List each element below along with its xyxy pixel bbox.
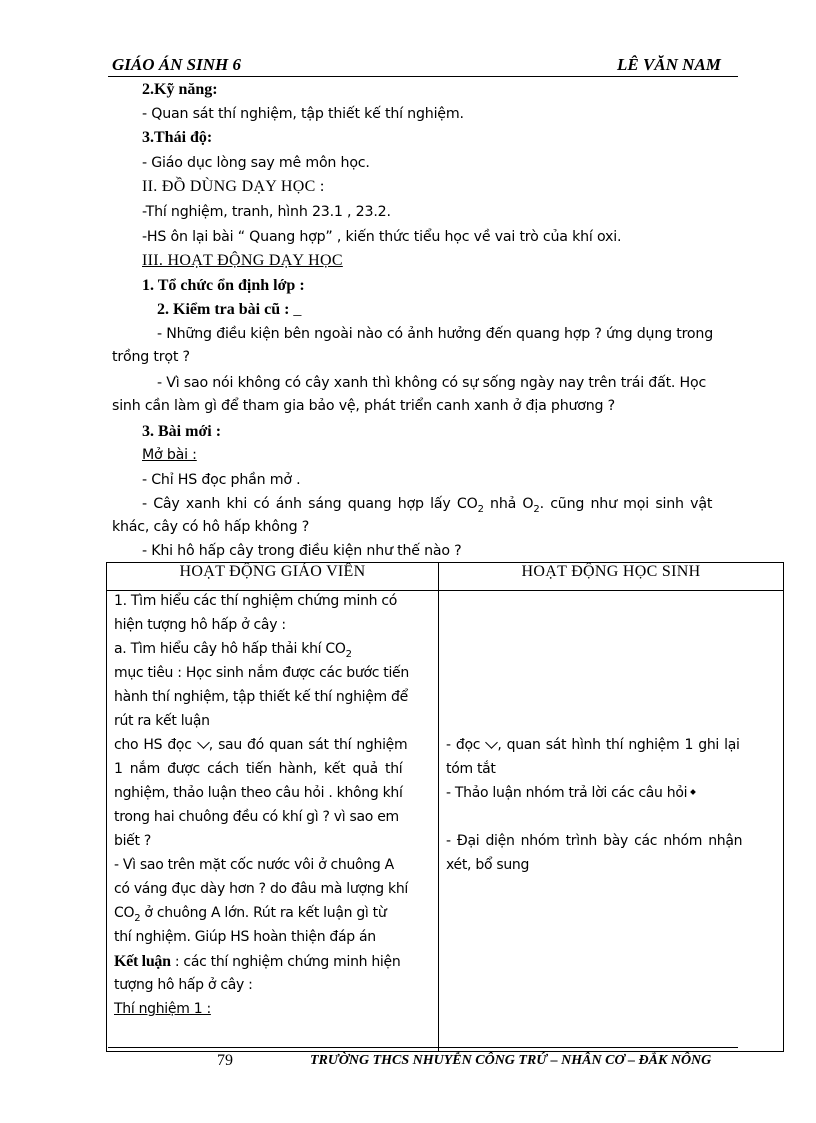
gv-line: hiện tượng hô hấp ở cây : xyxy=(114,617,286,633)
gv-line: hành thí nghiệm, tập thiết kế thí nghiệm để xyxy=(114,689,408,705)
gv-line: 1. Tìm hiểu các thí nghiệm chứng minh có xyxy=(114,593,398,609)
hs-line: tóm tắt xyxy=(446,761,496,777)
header-right: LÊ VĂN NAM xyxy=(617,55,721,74)
gv-line: nghiệm, thảo luận theo câu hỏi . không khí xyxy=(114,785,403,801)
mo-bai-label: Mở bài : xyxy=(142,447,197,463)
mo-bai-line-3: - Khi hô hấp cây trong điều kiện như thế nào ? xyxy=(142,543,462,559)
gv-line: Kết luận : các thí nghiệm chứng minh hiện xyxy=(114,953,401,970)
do-dung-title: II. ĐỒ DÙNG DẠY HỌC : xyxy=(142,178,325,195)
teacher-cell xyxy=(107,591,439,1052)
hs-line: xét, bổ sung xyxy=(446,857,530,873)
page-number: 79 xyxy=(217,1052,233,1069)
question-2b: sinh cần làm gì để tham gia bảo vệ, phát triển canh xanh ở địa phương ? xyxy=(112,398,616,414)
footer-rule xyxy=(108,1047,738,1048)
to-chuc-line: 1. Tổ chức ổn định lớp : xyxy=(142,277,305,294)
do-dung-line-2: -HS ôn lại bài “ Quang hợp” , kiến thức tiểu học về vai trò của khí oxi. xyxy=(142,229,622,245)
thai-do-title: 3.Thái độ: xyxy=(142,129,213,146)
bai-moi-line: 3. Bài mới : xyxy=(142,423,222,440)
mo-bai-line-2b: khác, cây có hô hấp không ? xyxy=(112,519,310,535)
table-row xyxy=(107,591,784,1052)
col-teacher-header: HOẠT ĐỘNG GIÁO VIÊN xyxy=(107,563,439,591)
ky-nang-item: - Quan sát thí nghiệm, tập thiết kế thí nghiệm. xyxy=(142,106,464,122)
school-name: TRƯỜNG THCS NHUYỄN CÔNG TRỨ – NHÂN CƠ – ĐẮK NÔNG xyxy=(310,1053,712,1068)
hs-line: - đọc , quan sát hình thí nghiệm 1 ghi lại xyxy=(446,737,740,753)
hs-line: - Đại diện nhóm trình bày các nhóm nhận xyxy=(446,833,743,849)
kiem-tra-line: 2. Kiểm tra bài cũ : _ xyxy=(157,301,302,318)
gv-line: cho HS đọc , sau đó quan sát thí nghiệm xyxy=(114,737,408,753)
header-rule xyxy=(108,76,738,77)
student-cell xyxy=(439,591,784,1052)
col-student-header: HOẠT ĐỘNG HỌC SINH xyxy=(439,563,784,591)
question-1a: - Những điều kiện bên ngoài nào có ảnh hưởng đến quang hợp ? ứng dụng trong xyxy=(157,326,714,342)
gv-line: $CO_2$ ở chuông A lớn. Rút ra kết luận gì từ xyxy=(114,905,387,924)
gv-line: mục tiêu : Học sinh nắm được các bước tiến xyxy=(114,665,409,681)
hoat-dong-title: III. HOẠT ĐỘNG DẠY HỌC xyxy=(142,252,343,269)
gv-line: a. Tìm hiểu cây hô hấp thải khí $CO_2$ xyxy=(114,641,352,660)
gv-line: biết ? xyxy=(114,833,151,849)
open-book-mark-icon xyxy=(197,736,210,749)
hs-line: - Thảo luận nhóm trả lời các câu hỏi xyxy=(446,785,695,801)
thai-do-item: - Giáo dục lòng say mê môn học. xyxy=(142,155,370,171)
gv-line: rút ra kết luận xyxy=(114,713,210,729)
table-header-row xyxy=(107,563,784,591)
gv-line: Thí nghiệm 1 : xyxy=(114,1001,211,1017)
header-left: GIÁO ÁN SINH 6 xyxy=(112,55,241,74)
question-2a: - Vì sao nói không có cây xanh thì không có sự sống ngày nay trên trái đất. Học xyxy=(157,375,707,391)
gv-line: tượng hô hấp ở cây : xyxy=(114,977,253,993)
gv-line: thí nghiệm. Giúp HS hoàn thiện đáp án xyxy=(114,929,376,945)
do-dung-line-1: -Thí nghiệm, tranh, hình 23.1 , 23.2. xyxy=(142,204,391,220)
mo-bai-line-1: - Chỉ HS đọc phần mở . xyxy=(142,472,301,488)
question-1b: trồng trọt ? xyxy=(112,349,190,365)
mo-bai-line-2a: - Cây xanh khi có ánh sáng quang hợp lấy $CO_2$ nhả $O_2$. cũng như mọi sinh vật xyxy=(142,496,713,515)
gv-line: trong hai chuông đều có khí gì ? vì sao em xyxy=(114,809,399,825)
gv-line: - Vì sao trên mặt cốc nước vôi ở chuông A xyxy=(114,857,394,873)
gv-line: 1 nắm được cách tiến hành, kết quả thí xyxy=(114,761,403,777)
ky-nang-title: 2.Kỹ năng: xyxy=(142,81,218,98)
diamond-bullet-icon xyxy=(690,789,696,795)
activity-table xyxy=(106,562,784,1052)
gv-line: có váng đục dày hơn ? do đâu mà lượng khí xyxy=(114,881,409,897)
